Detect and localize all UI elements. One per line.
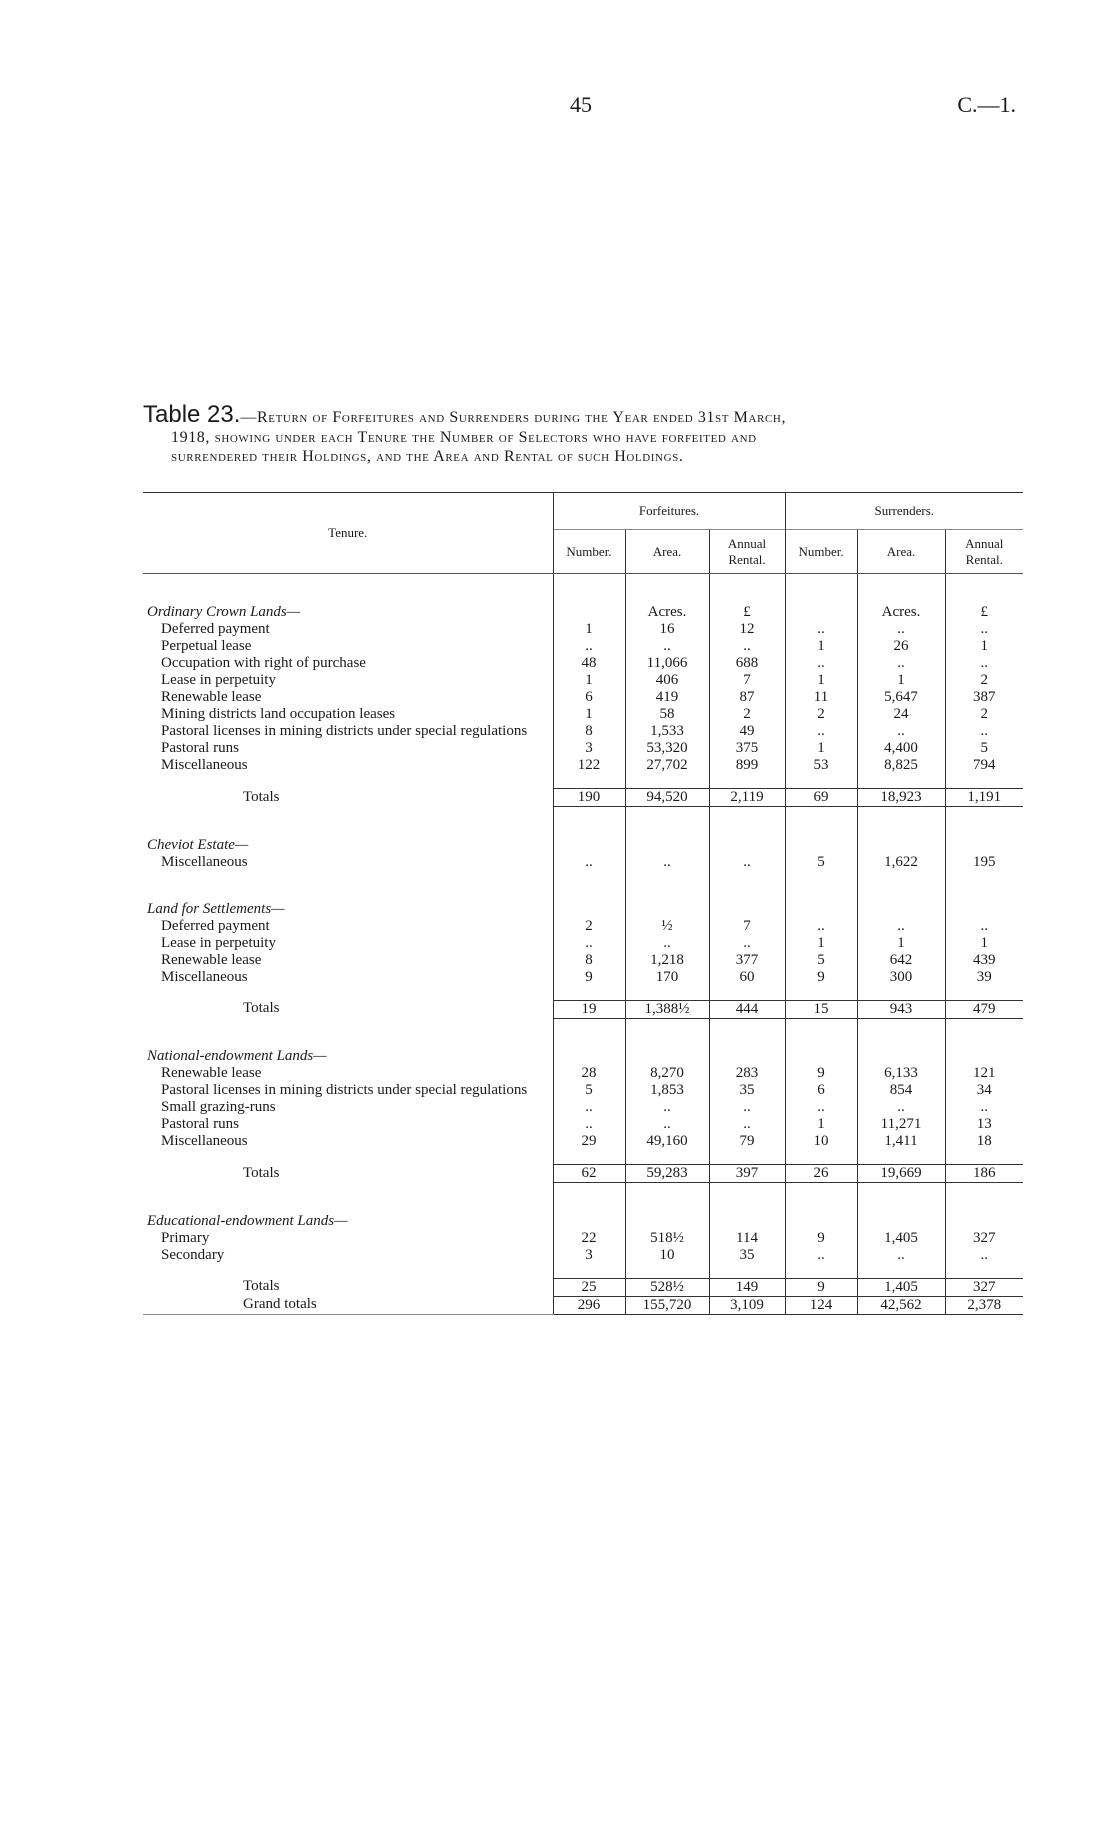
cell-surrender-area: 642 (857, 952, 945, 969)
totals-ordinary (143, 774, 1023, 807)
group-educational (143, 1183, 1023, 1230)
cell-surrender-rental: .. (945, 1099, 1023, 1116)
table-row (143, 1065, 1023, 1082)
cell-surrender-rental: 327 (945, 1230, 1023, 1247)
cell-surrender-number: 1 (785, 935, 857, 952)
table-row (143, 1082, 1023, 1099)
cell-forfeit-area: .. (625, 1116, 709, 1133)
cell-forfeit-area: .. (625, 1099, 709, 1116)
row-label: Deferred payment (161, 917, 270, 934)
cell-forfeit-rental: .. (709, 1116, 785, 1133)
cell-surrender-area: 1 (857, 935, 945, 952)
table-row (143, 854, 1023, 871)
cell-surrender-number: 5 (785, 952, 857, 969)
cell-forfeit-area: 59,283 (625, 1165, 709, 1183)
cell-surrender-rental: 1,191 (945, 789, 1023, 807)
cell-surrender-area: 943 (857, 1000, 945, 1018)
cell-forfeit-area: 1,218 (625, 952, 709, 969)
row-label: Pastoral licenses in mining districts under special regulations (161, 723, 528, 739)
table-row (143, 1099, 1023, 1116)
cell-surrender-number: 53 (785, 757, 857, 774)
header-forfeitures: Forfeitures. (553, 493, 785, 530)
row-label: Totals (243, 1164, 280, 1181)
cell-surrender-rental: 2,378 (945, 1296, 1023, 1314)
table-row (143, 740, 1023, 757)
group-ordinary (143, 574, 1023, 622)
cell-surrender-rental: 439 (945, 952, 1023, 969)
cell-surrender-area: .. (857, 1099, 945, 1116)
cell-forfeit-area: 58 (625, 706, 709, 723)
cell-surrender-number: 6 (785, 1082, 857, 1099)
table-row (143, 969, 1023, 986)
cell-forfeit-rental: 688 (709, 655, 785, 672)
cell-surrender-area: 1,411 (857, 1133, 945, 1150)
cell-surrender-area: .. (857, 918, 945, 935)
cell-forfeit-area: 8,270 (625, 1065, 709, 1082)
cell-surrender-number: 9 (785, 1230, 857, 1247)
cell-forfeit-rental: 2 (709, 706, 785, 723)
table-row (143, 952, 1023, 969)
totals-national (143, 1150, 1023, 1183)
rows-cheviot (143, 854, 1023, 871)
cell-forfeit-number: 1 (553, 706, 625, 723)
cell-surrender-area: 300 (857, 969, 945, 986)
cell-surrender-area: 24 (857, 706, 945, 723)
header-surrender-area: Area. (857, 530, 945, 574)
table-row (143, 689, 1023, 706)
cell-forfeit-area: 49,160 (625, 1133, 709, 1150)
table-row (143, 723, 1023, 740)
group-heading: Educational-endowment Lands— (147, 1212, 348, 1229)
cell-surrender-area: 42,562 (857, 1296, 945, 1314)
cell-forfeit-number: 28 (553, 1065, 625, 1082)
cell-forfeit-rental: 2,119 (709, 789, 785, 807)
group-heading: Land for Settlements— (147, 900, 285, 917)
cell-surrender-number: .. (785, 621, 857, 638)
row-label: Renewable lease (161, 689, 262, 705)
cell-surrender-rental: 121 (945, 1065, 1023, 1082)
cell-surrender-area: 18,923 (857, 789, 945, 807)
cell-surrender-number: 15 (785, 1000, 857, 1018)
cell-forfeit-number: 8 (553, 952, 625, 969)
cell-forfeit-number: 3 (553, 740, 625, 757)
group-cheviot (143, 807, 1023, 854)
cell-forfeit-area: 528½ (625, 1278, 709, 1296)
row-label: Lease in perpetuity (161, 934, 276, 951)
cell-forfeit-area: 10 (625, 1247, 709, 1264)
cell-forfeit-rental: 283 (709, 1065, 785, 1082)
row-label: Perpetual lease (161, 638, 252, 654)
table-row (143, 918, 1023, 935)
totals-settlements (143, 986, 1023, 1019)
cell-forfeit-rental: 79 (709, 1133, 785, 1150)
cell-surrender-number: 10 (785, 1133, 857, 1150)
cell-forfeit-number: 8 (553, 723, 625, 740)
totals-row (143, 1000, 1023, 1018)
cell-forfeit-rental: .. (709, 854, 785, 871)
cell-surrender-rental: 794 (945, 757, 1023, 774)
cell-forfeit-number: 3 (553, 1247, 625, 1264)
totals-educational (143, 1264, 1023, 1297)
cell-forfeit-number: 48 (553, 655, 625, 672)
cell-surrender-rental: .. (945, 1247, 1023, 1264)
cell-forfeit-number: 296 (553, 1296, 625, 1314)
table-label: Table 23. (143, 401, 241, 428)
cell-forfeit-rental: 60 (709, 969, 785, 986)
totals-row (143, 1278, 1023, 1296)
table-row (143, 706, 1023, 723)
cell-surrender-number: 1 (785, 740, 857, 757)
cell-forfeit-rental: 397 (709, 1165, 785, 1183)
cell-surrender-number: 1 (785, 1116, 857, 1133)
table-row (143, 638, 1023, 655)
table-row (143, 1230, 1023, 1247)
cell-surrender-rental: .. (945, 621, 1023, 638)
header-tenure: Tenure. (143, 493, 553, 574)
cell-forfeit-area: ½ (625, 918, 709, 935)
table-row (143, 935, 1023, 952)
group-heading: National-endowment Lands— (147, 1048, 327, 1064)
cell-forfeit-rental: 35 (709, 1082, 785, 1099)
cell-surrender-area: 11,271 (857, 1116, 945, 1133)
cell-surrender-area: 8,825 (857, 757, 945, 774)
cell-surrender-number: 124 (785, 1296, 857, 1314)
cell-surrender-number: 9 (785, 969, 857, 986)
table-row (143, 1133, 1023, 1150)
header-forfeit-number: Number. (553, 530, 625, 574)
cell-surrender-rental: 1 (945, 638, 1023, 655)
rows-ordinary (143, 621, 1023, 774)
cell-forfeit-area: 1,533 (625, 723, 709, 740)
header-forfeit-area: Area. (625, 530, 709, 574)
group-heading: Cheviot Estate— (147, 836, 249, 853)
row-label: Secondary (161, 1246, 225, 1263)
unit-pound: £ (709, 574, 785, 622)
cell-forfeit-area: 518½ (625, 1230, 709, 1247)
table-title (143, 401, 1023, 466)
cell-surrender-number: 69 (785, 789, 857, 807)
spacer-row (143, 1150, 1023, 1165)
cell-forfeit-area: 94,520 (625, 789, 709, 807)
header-surrender-rental: Annual Rental. (945, 530, 1023, 574)
cell-surrender-number: 2 (785, 706, 857, 723)
group-national (143, 1018, 1023, 1065)
cell-surrender-rental: .. (945, 918, 1023, 935)
cell-forfeit-rental: 12 (709, 621, 785, 638)
cell-surrender-area: 6,133 (857, 1065, 945, 1082)
group-settlements (143, 871, 1023, 918)
cell-surrender-rental: 195 (945, 854, 1023, 871)
cell-forfeit-area: .. (625, 935, 709, 952)
cell-surrender-area: 26 (857, 638, 945, 655)
row-label: Totals (243, 1000, 280, 1016)
header-surrender-number: Number. (785, 530, 857, 574)
cell-forfeit-number: 122 (553, 757, 625, 774)
cell-forfeit-number: 25 (553, 1278, 625, 1296)
rows-settlements (143, 918, 1023, 986)
spacer-row (143, 774, 1023, 789)
cell-forfeit-rental: .. (709, 638, 785, 655)
cell-surrender-rental: 479 (945, 1000, 1023, 1018)
cell-surrender-rental: 2 (945, 706, 1023, 723)
row-label: Grand totals (143, 1296, 553, 1314)
cell-surrender-rental: 34 (945, 1082, 1023, 1099)
cell-surrender-number: 9 (785, 1065, 857, 1082)
cell-forfeit-rental: 87 (709, 689, 785, 706)
cell-surrender-rental: .. (945, 655, 1023, 672)
row-label: Lease in perpetuity (161, 672, 276, 688)
cell-surrender-number: 9 (785, 1278, 857, 1296)
cell-surrender-area: .. (857, 621, 945, 638)
cell-forfeit-number: 9 (553, 969, 625, 986)
cell-surrender-area: 19,669 (857, 1165, 945, 1183)
spacer-row (143, 986, 1023, 1001)
cell-forfeit-number: .. (553, 638, 625, 655)
row-label: Small grazing-runs (161, 1099, 276, 1115)
cell-forfeit-rental: 899 (709, 757, 785, 774)
cell-forfeit-rental: 149 (709, 1278, 785, 1296)
cell-forfeit-number: 22 (553, 1230, 625, 1247)
cell-surrender-rental: 13 (945, 1116, 1023, 1133)
cell-forfeit-rental: .. (709, 1099, 785, 1116)
cell-surrender-rental: 186 (945, 1165, 1023, 1183)
cell-forfeit-area: 1,853 (625, 1082, 709, 1099)
row-label: Deferred payment (161, 621, 270, 637)
totals-row (143, 789, 1023, 807)
title-line-1: —Return of Forfeitures and Surrenders during the Year ended 31st March, (240, 409, 787, 426)
spacer-row (143, 1264, 1023, 1279)
row-label: Pastoral runs (161, 740, 239, 756)
table-row (143, 672, 1023, 689)
cell-forfeit-area: 419 (625, 689, 709, 706)
cell-forfeit-number: 5 (553, 1082, 625, 1099)
title-line-3: surrendered their Holdings, and the Area and Rental of such Holdings. (171, 448, 684, 465)
unit-acres: Acres. (857, 574, 945, 622)
cell-surrender-rental: 1 (945, 935, 1023, 952)
cell-forfeit-area: 155,720 (625, 1296, 709, 1314)
cell-forfeit-area: 27,702 (625, 757, 709, 774)
unit-acres: Acres. (625, 574, 709, 622)
cell-surrender-rental: 2 (945, 672, 1023, 689)
cell-forfeit-rental: 7 (709, 672, 785, 689)
cell-surrender-number: .. (785, 918, 857, 935)
cell-surrender-area: 5,647 (857, 689, 945, 706)
cell-surrender-number: 5 (785, 854, 857, 871)
cell-surrender-area: 1 (857, 672, 945, 689)
cell-surrender-area: 1,405 (857, 1278, 945, 1296)
cell-surrender-area: 4,400 (857, 740, 945, 757)
cell-surrender-area: 854 (857, 1082, 945, 1099)
cell-surrender-number: .. (785, 1247, 857, 1264)
cell-forfeit-rental: 375 (709, 740, 785, 757)
cell-surrender-number: .. (785, 655, 857, 672)
row-label: Occupation with right of purchase (161, 655, 366, 671)
table-row (143, 621, 1023, 638)
cell-forfeit-number: 29 (553, 1133, 625, 1150)
cell-surrender-number: 1 (785, 672, 857, 689)
cell-surrender-area: 1,622 (857, 854, 945, 871)
cell-forfeit-number: 62 (553, 1165, 625, 1183)
row-label: Primary (161, 1229, 210, 1246)
cell-forfeit-rental: 377 (709, 952, 785, 969)
row-label: Totals (243, 1278, 280, 1294)
header-surrenders: Surrenders. (785, 493, 1023, 530)
cell-forfeit-rental: 49 (709, 723, 785, 740)
cell-forfeit-number: 6 (553, 689, 625, 706)
cell-forfeit-rental: 35 (709, 1247, 785, 1264)
row-label: Totals (243, 788, 280, 805)
cell-forfeit-area: 16 (625, 621, 709, 638)
cell-forfeit-rental: 444 (709, 1000, 785, 1018)
rows-educational (143, 1230, 1023, 1264)
returns-table (143, 492, 1023, 1315)
cell-forfeit-area: 11,066 (625, 655, 709, 672)
cell-forfeit-number: 19 (553, 1000, 625, 1018)
cell-surrender-number: .. (785, 723, 857, 740)
cell-forfeit-number: .. (553, 935, 625, 952)
row-label: Renewable lease (161, 951, 262, 968)
cell-surrender-area: 1,405 (857, 1230, 945, 1247)
cell-surrender-rental: .. (945, 723, 1023, 740)
cell-forfeit-rental: 114 (709, 1230, 785, 1247)
cell-forfeit-area: 1,388½ (625, 1000, 709, 1018)
cell-surrender-rental: 387 (945, 689, 1023, 706)
cell-forfeit-area: 406 (625, 672, 709, 689)
cell-surrender-number: 1 (785, 638, 857, 655)
table-row (143, 655, 1023, 672)
cell-forfeit-number: .. (553, 854, 625, 871)
row-label: Pastoral runs (161, 1116, 239, 1132)
table-row (143, 1116, 1023, 1133)
cell-surrender-rental: 327 (945, 1278, 1023, 1296)
row-label: Mining districts land occupation leases (161, 706, 396, 722)
cell-forfeit-rental: 3,109 (709, 1296, 785, 1314)
cell-forfeit-number: .. (553, 1099, 625, 1116)
header-forfeit-rental: Annual Rental. (709, 530, 785, 574)
row-label: Miscellaneous (161, 853, 248, 870)
cell-surrender-rental: 5 (945, 740, 1023, 757)
grand-totals (143, 1296, 1023, 1314)
row-label: Renewable lease (161, 1065, 262, 1081)
cell-forfeit-rental: .. (709, 935, 785, 952)
totals-row (143, 1165, 1023, 1183)
cell-surrender-area: .. (857, 1247, 945, 1264)
cell-forfeit-number: .. (553, 1116, 625, 1133)
cell-forfeit-area: 53,320 (625, 740, 709, 757)
row-label: Miscellaneous (161, 968, 248, 985)
cell-forfeit-area: .. (625, 854, 709, 871)
row-label: Miscellaneous (161, 757, 248, 773)
cell-surrender-number: 26 (785, 1165, 857, 1183)
cell-forfeit-rental: 7 (709, 918, 785, 935)
cell-forfeit-number: 190 (553, 789, 625, 807)
cell-forfeit-area: 170 (625, 969, 709, 986)
grand-totals-row (143, 1296, 1023, 1314)
cell-surrender-number: .. (785, 1099, 857, 1116)
page-number: 45 (570, 92, 592, 117)
document-code: C.—1. (957, 92, 1016, 117)
rows-national (143, 1065, 1023, 1150)
title-line-2: 1918, showing under each Tenure the Number of Selectors who have forfeited and (171, 429, 757, 446)
group-heading: Ordinary Crown Lands— (147, 604, 301, 620)
table-row (143, 1247, 1023, 1264)
table-row (143, 757, 1023, 774)
cell-surrender-area: .. (857, 723, 945, 740)
unit-pound: £ (945, 574, 1023, 622)
row-label: Miscellaneous (161, 1133, 248, 1149)
cell-forfeit-number: 1 (553, 621, 625, 638)
cell-surrender-area: .. (857, 655, 945, 672)
cell-forfeit-number: 2 (553, 918, 625, 935)
cell-surrender-rental: 39 (945, 969, 1023, 986)
cell-surrender-number: 11 (785, 689, 857, 706)
row-label: Pastoral licenses in mining districts under special regulations (161, 1082, 528, 1098)
cell-forfeit-area: .. (625, 638, 709, 655)
cell-surrender-rental: 18 (945, 1133, 1023, 1150)
cell-forfeit-number: 1 (553, 672, 625, 689)
